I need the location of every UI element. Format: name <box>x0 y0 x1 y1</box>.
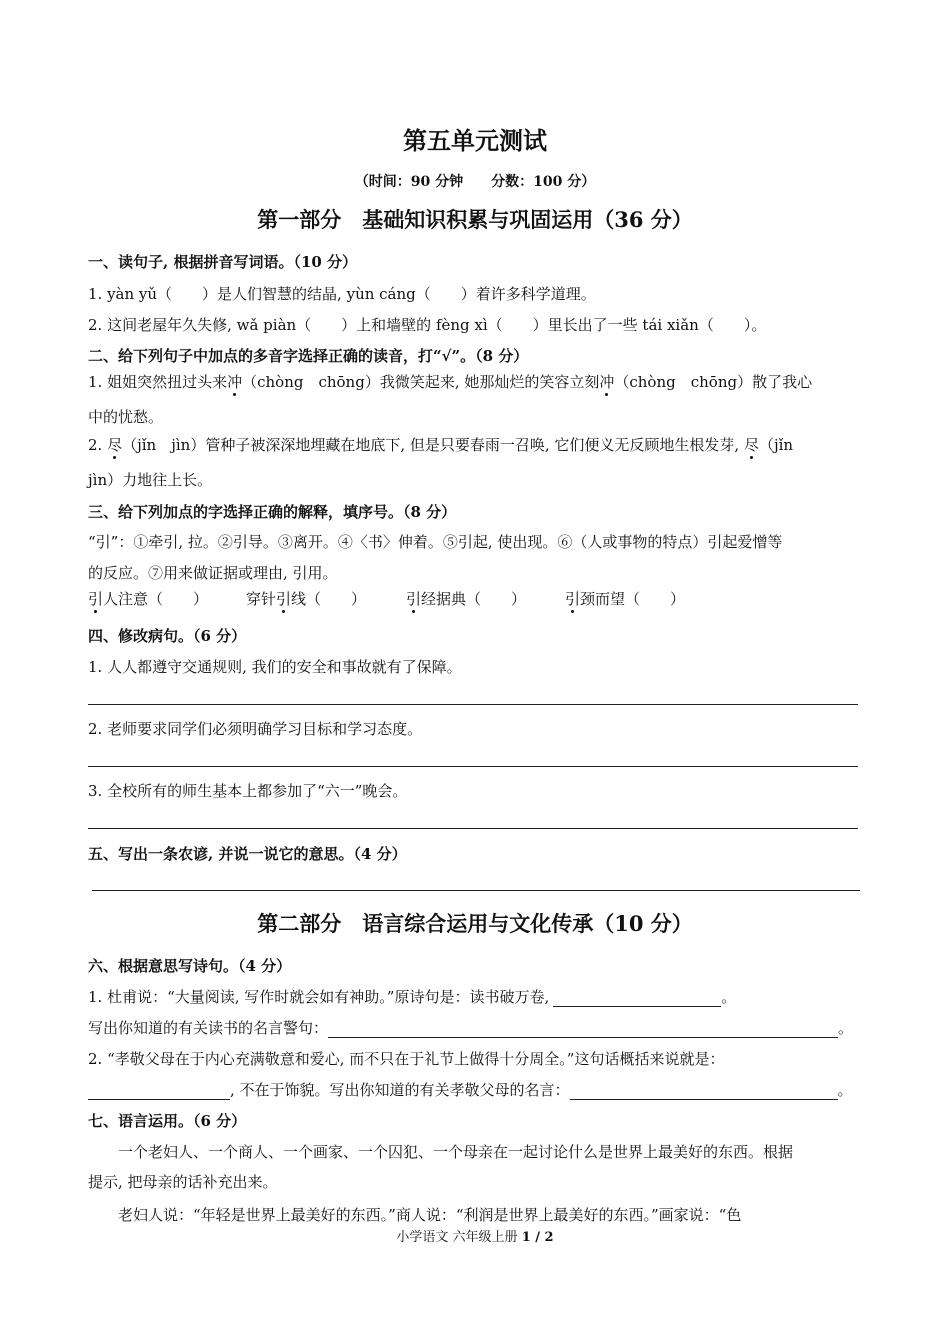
q6-line1-end: 。 <box>721 988 737 1006</box>
q3-item-2-pre: 穿针 <box>246 590 277 608</box>
q1-line2: 2. 这间老屋年久失修, wǎ piàn（ ）上和墙壁的 fèng xì（ ）里长出了一些 tái xiǎn（ ）。 <box>88 316 767 334</box>
q4-sentence-2: 2. 老师要求同学们必须明确学习目标和学习态度。 <box>88 720 423 738</box>
q2-sentence2-cont: jìn）力地往上长。 <box>88 471 213 489</box>
q5-heading: 五、写出一条农谚, 并说一说它的意思。（4 分） <box>88 845 407 863</box>
q2-sentence1-cont: 中的忧愁。 <box>88 408 164 426</box>
page-footer <box>0 1228 950 1248</box>
q6-heading: 六、根据意思写诗句。（4 分） <box>88 957 292 975</box>
footer-label: 小学语文 六年级上册 <box>396 1230 522 1245</box>
q4-answer-line-3[interactable] <box>88 828 858 829</box>
q3-item-2-post: 线（ ） <box>291 590 367 608</box>
q5-answer-line[interactable] <box>92 890 860 891</box>
q6-line1-text: 1. 杜甫说：“大量阅读, 写作时就会如有神助。”原诗句是：读书破万卷, <box>88 988 550 1006</box>
q1-line1: 1. yàn yǔ（ ）是人们智慧的结晶, yùn cáng（ ）着许多科学道理。 <box>88 285 596 303</box>
q2-sentence2 <box>88 435 793 455</box>
q3-item-3-post: 经据典（ ） <box>421 590 527 608</box>
q2-s2-text-a: 2. <box>88 436 108 454</box>
q3-definition-line2: 的反应。⑦用来做证据或理由, 引用。 <box>88 564 338 582</box>
q3-item-2-dotted-char: 引 <box>276 590 292 608</box>
q3-item-1-post: 人注意（ ） <box>103 590 209 608</box>
q6-line4-text: , 不在于饰貌。写出你知道的有关孝敬父母的名言： <box>230 1081 570 1099</box>
q2-s1-dotted-char-1: 冲 <box>227 373 243 391</box>
q4-sentence-3: 3. 全校所有的师生基本上都参加了“六一”晚会。 <box>88 782 408 800</box>
q6-line2 <box>88 1018 853 1038</box>
q3-item-4-dotted-char: 引 <box>565 590 581 608</box>
q4-heading: 四、修改病句。（6 分） <box>88 627 247 645</box>
q7-heading: 七、语言运用。（6 分） <box>88 1112 247 1130</box>
q6-blank-3[interactable] <box>88 1083 230 1100</box>
q6-line2-text: 写出你知道的有关读书的名言警句： <box>88 1019 329 1037</box>
q7-paragraph-line2: 提示, 把母亲的话补充出来。 <box>88 1173 278 1191</box>
q4-answer-line-1[interactable] <box>88 704 858 705</box>
q2-s2-text-b: （jǐn jìn）管种子被深深地埋藏在地底下, 但是只要春雨一召唤, 它们便义无反顾地生根发芽, <box>122 436 744 454</box>
page-number: 1 / 2 <box>521 1230 554 1245</box>
q6-blank-4[interactable] <box>570 1083 838 1100</box>
part2-heading: 第二部分 语言综合运用与文化传承（10 分） <box>257 911 693 936</box>
q6-line4-end: 。 <box>837 1081 853 1099</box>
q4-sentence-1: 1. 人人都遵守交通规则, 我们的安全和事故就有了保障。 <box>88 658 462 676</box>
q2-s1-text-a: 1. 姐姐突然扭过头来 <box>88 373 228 391</box>
q3-item-4 <box>565 589 685 609</box>
part1-heading: 第一部分 基础知识积累与巩固运用（36 分） <box>257 207 693 232</box>
q3-item-2 <box>246 589 366 609</box>
q2-s2-dotted-char-2: 尽 <box>743 436 759 454</box>
q2-s1-text-c: （chòng chōng）散了我心 <box>614 373 813 391</box>
q3-item-1 <box>88 589 208 609</box>
q2-s1-text-b: （chòng chōng）我微笑起来, 她那灿烂的笑容立刻 <box>242 373 600 391</box>
page-title: 第五单元测试 <box>403 126 547 155</box>
q2-s2-dotted-char-1: 尽 <box>107 436 123 454</box>
q6-blank-1[interactable] <box>553 990 721 1007</box>
q3-item-4-post: 颈而望（ ） <box>580 590 686 608</box>
q6-line4 <box>88 1080 853 1100</box>
q3-item-3-dotted-char: 引 <box>406 590 422 608</box>
q1-heading: 一、读句子, 根据拼音写词语。（10 分） <box>88 253 358 271</box>
q3-item-1-dotted-char: 引 <box>88 590 104 608</box>
q3-definition-line1: “引”：①牵引, 拉。②引导。③离开。④〈书〉伸着。⑤引起, 使出现。⑥（人或事物的特点）引起爱憎等 <box>88 533 783 551</box>
q3-item-3 <box>406 589 526 609</box>
q4-answer-line-2[interactable] <box>88 766 858 767</box>
q6-line2-end: 。 <box>838 1019 854 1037</box>
q7-paragraph-line3: 老妇人说：“年轻是世界上最美好的东西。”商人说：“利润是世界上最美好的东西。”画家说：“色 <box>118 1206 742 1224</box>
q7-paragraph-line1: 一个老妇人、一个商人、一个画家、一个囚犯、一个母亲在一起讨论什么是世界上最美好的东西。根据 <box>118 1143 794 1161</box>
q6-blank-2[interactable] <box>328 1021 838 1038</box>
q3-heading: 三、给下列加点的字选择正确的解释，填序号。（8 分） <box>88 503 457 521</box>
q2-heading: 二、给下列句子中加点的多音字选择正确的读音，打“√”。（8 分） <box>88 347 529 365</box>
q6-line3: 2. “孝敬父母在于内心充满敬意和爱心, 而不只在于礼节上做得十分周全。”这句话概括来说就是： <box>88 1050 725 1068</box>
q6-line1 <box>88 987 736 1007</box>
q2-sentence1 <box>88 372 812 392</box>
q2-s2-text-c: （jǐn <box>758 436 794 454</box>
q2-s1-dotted-char-2: 冲 <box>599 373 615 391</box>
time-score-info: （时间：90 分钟 分数：100 分） <box>354 174 596 190</box>
